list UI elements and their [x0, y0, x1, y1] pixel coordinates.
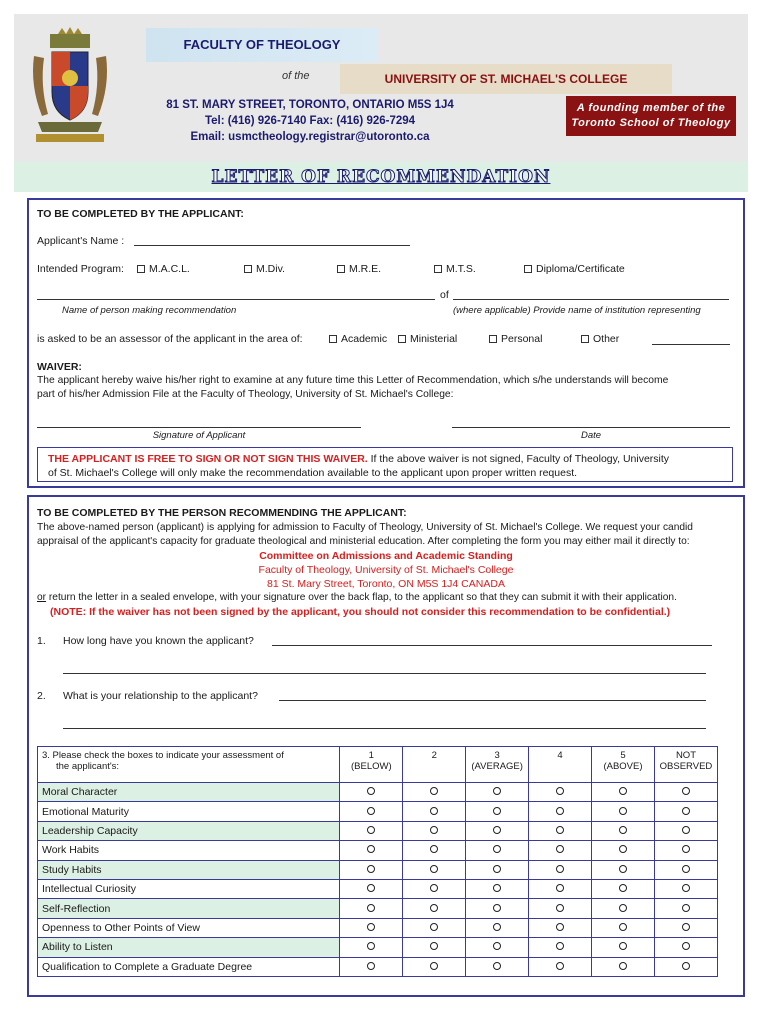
address-block — [140, 97, 480, 145]
rating-cell[interactable] — [529, 938, 592, 957]
radio-button-icon[interactable] — [367, 865, 375, 873]
rating-cell[interactable] — [529, 957, 592, 976]
waiver-text-line-2: part of his/her Admission File at the Faculty of Theology, University of St. Michael's College: — [37, 389, 454, 400]
radio-button-icon[interactable] — [682, 826, 690, 834]
date-caption: Date — [580, 430, 602, 441]
col5-bottom: (ABOVE) — [603, 761, 643, 772]
rating-cell[interactable] — [466, 821, 529, 840]
radio-button-icon[interactable] — [556, 904, 564, 912]
assessment-table — [37, 746, 718, 977]
checkbox-icon[interactable] — [244, 265, 252, 273]
rating-cell[interactable] — [529, 783, 592, 802]
area-option-personal[interactable] — [489, 333, 542, 345]
faculty-banner: FACULTY OF THEOLOGY — [146, 28, 378, 62]
radio-button-icon[interactable] — [682, 923, 690, 931]
radio-button-icon[interactable] — [367, 787, 375, 795]
column-header-5 — [592, 747, 655, 783]
radio-button-icon[interactable] — [430, 865, 438, 873]
street-address: 81 ST. MARY STREET, TORONTO, ONTARIO M5S 1J4 — [166, 99, 454, 111]
radio-button-icon[interactable] — [493, 942, 501, 950]
of-the-text: of the — [282, 70, 310, 82]
q3-line-2: the applicant's: — [56, 761, 120, 772]
rating-cell[interactable] — [592, 841, 655, 860]
recommender-caption: Name of person making recommendation — [62, 305, 237, 316]
program-diploma-label: Diploma/Certificate — [536, 263, 625, 275]
rating-cell[interactable] — [340, 899, 403, 918]
rating-cell[interactable] — [340, 879, 403, 898]
radio-button-icon[interactable] — [493, 787, 501, 795]
rating-cell[interactable] — [466, 802, 529, 821]
criterion-label: Emotional Maturity — [38, 802, 340, 821]
rating-cell[interactable] — [654, 783, 717, 802]
radio-button-icon[interactable] — [619, 807, 627, 815]
intro-line-1: The above-named person (applicant) is applying for admission to Faculty of Theology, University of St. Michael's College. We request your candid — [37, 522, 693, 533]
table-row — [38, 879, 718, 898]
table-row — [38, 783, 718, 802]
program-mts-label: M.T.S. — [446, 263, 476, 275]
question-2-answer-line-2[interactable] — [63, 717, 706, 729]
rating-cell[interactable] — [654, 957, 717, 976]
criterion-label: Self-Reflection — [38, 899, 340, 918]
rating-cell[interactable] — [592, 938, 655, 957]
table-row — [38, 841, 718, 860]
committee-name: Committee on Admissions and Academic Standing — [259, 550, 513, 562]
radio-button-icon[interactable] — [430, 787, 438, 795]
radio-button-icon[interactable] — [367, 962, 375, 970]
radio-button-icon[interactable] — [619, 942, 627, 950]
table-row — [38, 918, 718, 937]
radio-button-icon[interactable] — [556, 787, 564, 795]
program-option-mdiv[interactable] — [244, 263, 285, 275]
rating-cell[interactable] — [340, 957, 403, 976]
university-banner: UNIVERSITY OF ST. MICHAEL'S COLLEGE — [340, 64, 672, 94]
institution-caption: (where applicable) Provide name of institution representing — [453, 305, 701, 316]
col6-top: NOT — [675, 750, 696, 761]
radio-button-icon[interactable] — [367, 942, 375, 950]
radio-button-icon[interactable] — [682, 942, 690, 950]
radio-button-icon[interactable] — [493, 865, 501, 873]
table-row — [38, 957, 718, 976]
checkbox-icon[interactable] — [524, 265, 532, 273]
radio-button-icon[interactable] — [682, 807, 690, 815]
free-to-sign-notice: THE APPLICANT IS FREE TO SIGN OR NOT SIGN THIS WAIVER. — [48, 453, 368, 465]
rating-cell[interactable] — [340, 802, 403, 821]
q3-line-1: 3. Please check the boxes to indicate your assessment of — [42, 750, 284, 761]
criterion-label: Moral Character — [38, 783, 340, 802]
radio-button-icon[interactable] — [493, 807, 501, 815]
area-ministerial-label: Ministerial — [410, 333, 458, 345]
radio-button-icon[interactable] — [367, 884, 375, 892]
question-2-text: What is your relationship to the applicant? — [63, 690, 258, 702]
rating-cell[interactable] — [529, 860, 592, 879]
rating-cell[interactable] — [340, 841, 403, 860]
col3-bottom: (AVERAGE) — [471, 761, 523, 772]
area-personal-label: Personal — [501, 333, 543, 345]
checkbox-icon[interactable] — [137, 265, 145, 273]
radio-button-icon[interactable] — [556, 942, 564, 950]
column-header-1 — [340, 747, 403, 783]
program-option-diploma[interactable] — [524, 263, 625, 275]
return-text: return the letter in a sealed envelope, with your signature over the back flap, to the applicant so that they can submit it with their application. — [46, 592, 677, 603]
rating-cell[interactable] — [403, 802, 466, 821]
rating-cell[interactable] — [466, 918, 529, 937]
committee-address-1: Faculty of Theology, University of St. Michael's College — [258, 564, 514, 576]
radio-button-icon[interactable] — [556, 865, 564, 873]
email-address: Email: usmctheology.registrar@utoronto.ca — [190, 131, 430, 143]
radio-button-icon[interactable] — [619, 962, 627, 970]
rating-cell[interactable] — [403, 860, 466, 879]
radio-button-icon[interactable] — [682, 865, 690, 873]
radio-button-icon[interactable] — [493, 962, 501, 970]
rating-cell[interactable] — [592, 802, 655, 821]
table-row — [38, 860, 718, 879]
rating-cell[interactable] — [654, 899, 717, 918]
founding-line-2: Toronto School of Theology — [571, 117, 731, 129]
rating-cell[interactable] — [466, 841, 529, 860]
return-instructions — [37, 592, 677, 603]
question-2-answer-field[interactable] — [279, 689, 706, 701]
rating-cell[interactable] — [654, 841, 717, 860]
criterion-label: Intellectual Curiosity — [38, 879, 340, 898]
radio-button-icon[interactable] — [493, 826, 501, 834]
col4-top: 4 — [557, 750, 563, 761]
radio-button-icon[interactable] — [682, 845, 690, 853]
rating-cell[interactable] — [340, 938, 403, 957]
checkbox-icon[interactable] — [434, 265, 442, 273]
rating-cell[interactable] — [592, 860, 655, 879]
table-row — [38, 899, 718, 918]
question-1-text: How long have you known the applicant? — [63, 635, 254, 647]
program-mre-label: M.R.E. — [349, 263, 382, 275]
radio-button-icon[interactable] — [556, 826, 564, 834]
table-row — [38, 821, 718, 840]
rating-cell[interactable] — [529, 899, 592, 918]
criterion-label: Openness to Other Points of View — [38, 918, 340, 937]
rating-cell[interactable] — [403, 821, 466, 840]
rating-cell[interactable] — [592, 899, 655, 918]
rating-cell[interactable] — [403, 841, 466, 860]
rating-cell[interactable] — [403, 918, 466, 937]
column-header-2 — [403, 747, 466, 783]
radio-button-icon[interactable] — [430, 884, 438, 892]
criterion-label: Ability to Listen — [38, 938, 340, 957]
recommender-name-field[interactable] — [37, 288, 435, 300]
radio-button-icon[interactable] — [367, 923, 375, 931]
col1-bottom: (BELOW) — [351, 761, 392, 772]
rating-cell[interactable] — [592, 783, 655, 802]
column-header-4 — [529, 747, 592, 783]
radio-button-icon[interactable] — [556, 923, 564, 931]
radio-button-icon[interactable] — [619, 884, 627, 892]
program-option-mre[interactable] — [337, 263, 381, 275]
radio-button-icon[interactable] — [493, 904, 501, 912]
radio-button-icon[interactable] — [493, 845, 501, 853]
radio-button-icon[interactable] — [619, 826, 627, 834]
question-1-answer-field[interactable] — [272, 634, 712, 646]
radio-button-icon[interactable] — [619, 865, 627, 873]
rating-cell[interactable] — [466, 860, 529, 879]
rating-cell[interactable] — [403, 957, 466, 976]
criterion-label: Qualification to Complete a Graduate Degree — [38, 957, 340, 976]
column-header-3 — [466, 747, 529, 783]
criteria-rows — [38, 783, 718, 977]
radio-button-icon[interactable] — [682, 962, 690, 970]
waiver-notice-line-2: of St. Michael's College will only make the recommendation available to the applicant upon proper written request. — [48, 467, 578, 479]
or-word: or — [37, 592, 47, 603]
table-row — [38, 938, 718, 957]
program-macl-label: M.A.C.L. — [149, 263, 190, 275]
applicant-name-field[interactable] — [134, 232, 410, 246]
checkbox-icon[interactable] — [337, 265, 345, 273]
rating-cell[interactable] — [340, 860, 403, 879]
rating-cell[interactable] — [466, 899, 529, 918]
rating-cell[interactable] — [466, 957, 529, 976]
col1-top: 1 — [368, 750, 374, 761]
col5-top: 5 — [620, 750, 626, 761]
radio-button-icon[interactable] — [430, 962, 438, 970]
page-title: LETTER OF RECOMMENDATION — [211, 167, 551, 187]
question-1-number: 1. — [37, 635, 46, 647]
radio-button-icon[interactable] — [556, 962, 564, 970]
program-mdiv-label: M.Div. — [256, 263, 285, 275]
other-area-field[interactable] — [652, 332, 730, 345]
area-academic-label: Academic — [341, 333, 388, 345]
table-row — [38, 802, 718, 821]
rating-cell[interactable] — [654, 860, 717, 879]
intro-line-2: appraisal of the applicant's capacity for graduate theological and ministerial education. After completing the form you may either mail it directly to: — [37, 536, 690, 547]
radio-button-icon[interactable] — [619, 845, 627, 853]
rating-cell[interactable] — [654, 918, 717, 937]
rating-cell[interactable] — [529, 918, 592, 937]
radio-button-icon[interactable] — [619, 923, 627, 931]
of-label: of — [440, 289, 449, 301]
checkbox-icon[interactable] — [489, 335, 497, 343]
question-2-number: 2. — [37, 690, 46, 702]
criterion-label: Study Habits — [38, 860, 340, 879]
question-1-answer-line-2[interactable] — [63, 662, 706, 674]
university-crest-icon — [28, 26, 112, 146]
rating-cell[interactable] — [654, 938, 717, 957]
recommender-heading: TO BE COMPLETED BY THE PERSON RECOMMENDING THE APPLICANT: — [37, 507, 407, 519]
applicant-heading: TO BE COMPLETED BY THE APPLICANT: — [37, 208, 244, 220]
radio-button-icon[interactable] — [367, 845, 375, 853]
col2-top: 2 — [431, 750, 437, 761]
radio-button-icon[interactable] — [556, 807, 564, 815]
column-header-not-observed — [654, 747, 717, 783]
area-other-label: Other — [593, 333, 620, 345]
radio-button-icon[interactable] — [430, 845, 438, 853]
rating-cell[interactable] — [403, 783, 466, 802]
founding-member-badge — [566, 96, 736, 136]
rating-cell[interactable] — [592, 821, 655, 840]
radio-button-icon[interactable] — [430, 826, 438, 834]
radio-button-icon[interactable] — [430, 904, 438, 912]
waiver-heading: WAIVER: — [37, 361, 82, 373]
rating-cell[interactable] — [592, 879, 655, 898]
title-bar — [14, 162, 748, 192]
rating-cell[interactable] — [466, 938, 529, 957]
assessor-label: is asked to be an assessor of the applicant in the area of: — [37, 333, 303, 345]
criterion-label: Work Habits — [38, 841, 340, 860]
radio-button-icon[interactable] — [430, 923, 438, 931]
radio-button-icon[interactable] — [367, 807, 375, 815]
checkbox-icon[interactable] — [398, 335, 406, 343]
rating-cell[interactable] — [529, 802, 592, 821]
assessment-header-row — [38, 747, 718, 783]
radio-button-icon[interactable] — [493, 884, 501, 892]
rating-cell[interactable] — [529, 841, 592, 860]
rating-cell[interactable] — [340, 918, 403, 937]
rating-cell[interactable] — [654, 879, 717, 898]
rating-cell[interactable] — [403, 879, 466, 898]
rating-cell[interactable] — [654, 821, 717, 840]
rating-cell[interactable] — [403, 899, 466, 918]
committee-address-2: 81 St. Mary Street, Toronto, ON M5S 1J4 CANADA — [267, 578, 505, 590]
applicant-name-label: Applicant's Name : — [37, 235, 125, 247]
radio-button-icon[interactable] — [430, 807, 438, 815]
radio-button-icon[interactable] — [430, 942, 438, 950]
checkbox-icon[interactable] — [329, 335, 337, 343]
rating-cell[interactable] — [529, 879, 592, 898]
checkbox-icon[interactable] — [581, 335, 589, 343]
radio-button-icon[interactable] — [682, 884, 690, 892]
rating-cell[interactable] — [466, 879, 529, 898]
rating-cell[interactable] — [466, 783, 529, 802]
col6-bottom: OBSERVED — [659, 761, 713, 772]
radio-button-icon[interactable] — [556, 845, 564, 853]
area-option-ministerial[interactable] — [398, 333, 457, 345]
radio-button-icon[interactable] — [619, 787, 627, 795]
radio-button-icon[interactable] — [367, 904, 375, 912]
phone-fax: Tel: (416) 926-7140 Fax: (416) 926-7294 — [204, 115, 416, 127]
rating-cell[interactable] — [340, 821, 403, 840]
assessment-instructions — [38, 747, 340, 783]
notice-rest-text: If the above waiver is not signed, Faculty of Theology, University — [367, 453, 670, 465]
date-field[interactable] — [452, 416, 730, 428]
col3-top: 3 — [494, 750, 500, 761]
signature-caption: Signature of Applicant — [152, 430, 246, 441]
rating-cell[interactable] — [340, 783, 403, 802]
rating-cell[interactable] — [529, 821, 592, 840]
waiver-notice-line-1 — [48, 453, 669, 465]
confidential-note: (NOTE: If the waiver has not been signed by the applicant, you should not consider this recommendation to be confidential.) — [50, 606, 671, 618]
rating-cell[interactable] — [592, 918, 655, 937]
founding-line-1: A founding member of the — [576, 102, 726, 114]
radio-button-icon[interactable] — [619, 904, 627, 912]
radio-button-icon[interactable] — [556, 884, 564, 892]
rating-cell[interactable] — [654, 802, 717, 821]
criterion-label: Leadership Capacity — [38, 821, 340, 840]
program-label: Intended Program: — [37, 263, 124, 275]
program-option-macl[interactable] — [137, 263, 190, 275]
waiver-text-line-1: The applicant hereby waive his/her right to examine at any future time this Letter of Recommendation, which s/he understands will become — [37, 375, 669, 386]
signature-field[interactable] — [37, 416, 361, 428]
radio-button-icon[interactable] — [682, 904, 690, 912]
area-option-other[interactable] — [581, 333, 619, 345]
program-option-mts[interactable] — [434, 263, 476, 275]
radio-button-icon[interactable] — [367, 826, 375, 834]
radio-button-icon[interactable] — [682, 787, 690, 795]
rating-cell[interactable] — [592, 957, 655, 976]
institution-field[interactable] — [453, 288, 729, 300]
rating-cell[interactable] — [403, 938, 466, 957]
area-option-academic[interactable] — [329, 333, 387, 345]
radio-button-icon[interactable] — [493, 923, 501, 931]
